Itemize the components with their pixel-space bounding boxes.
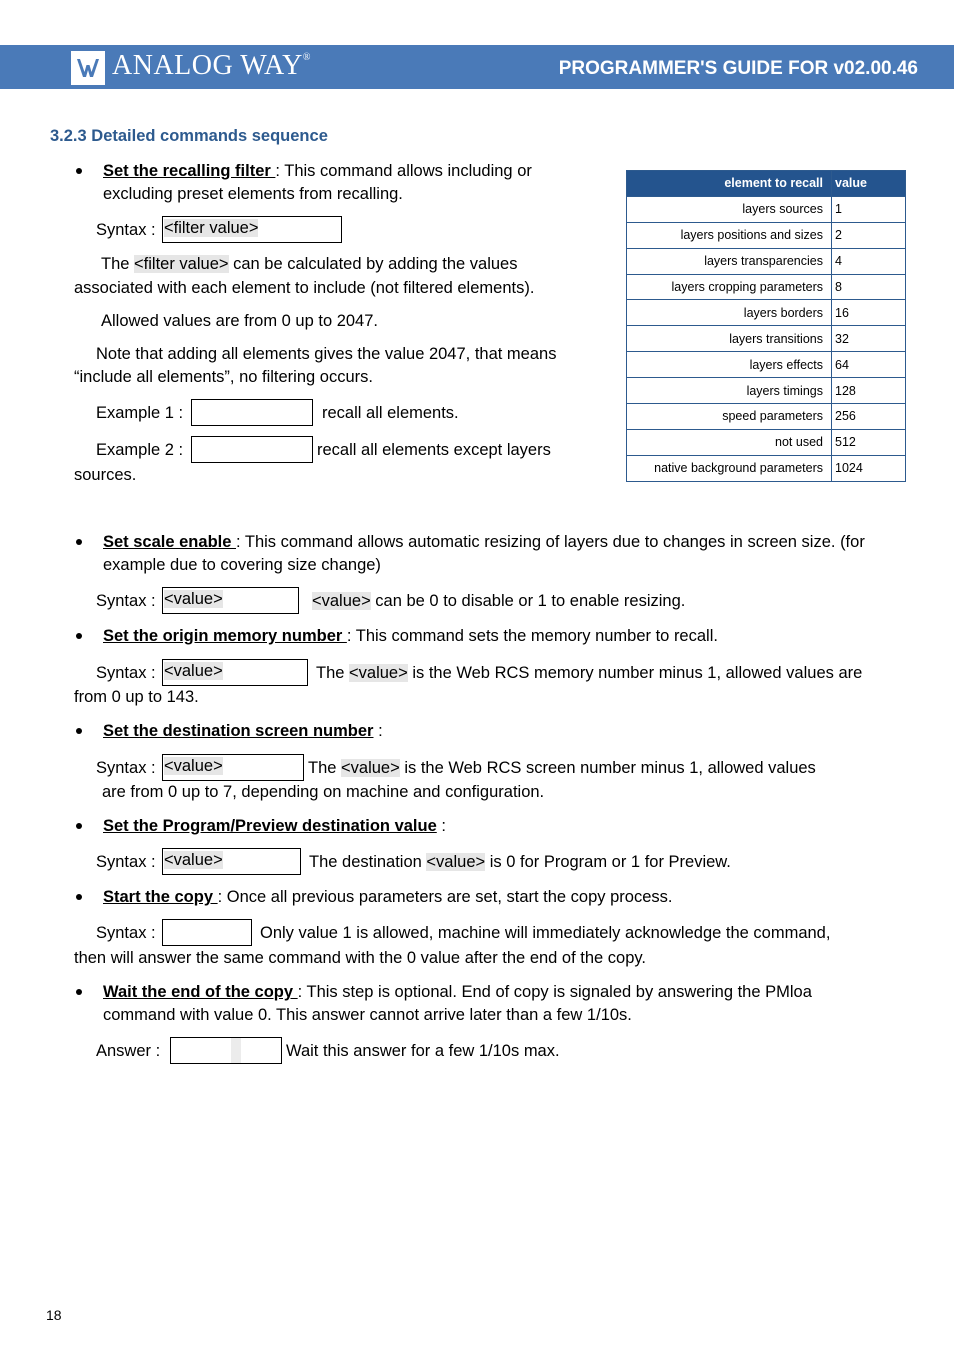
bullet-icon xyxy=(76,894,82,900)
document-title: PROGRAMMER'S GUIDE FOR v02.00.46 xyxy=(558,58,918,79)
table-row xyxy=(627,300,906,326)
table-cell: layers cropping parameters xyxy=(627,274,832,300)
filter-syntax-box: <filter value> xyxy=(162,216,342,243)
column-header: element to recall xyxy=(627,171,832,197)
table-cell: 128 xyxy=(832,378,906,404)
table-cell: layers transitions xyxy=(627,326,832,352)
table-cell: 16 xyxy=(832,300,906,326)
answer-label: Answer : xyxy=(96,1042,161,1060)
program-preview-line: Set the Program/Preview destination value : xyxy=(103,817,446,835)
example2-box xyxy=(191,436,313,463)
destination-screen-line: Set the destination screen number : xyxy=(103,722,383,740)
start-copy-syntax-box xyxy=(162,919,252,946)
start-copy-note-line2: then will answer the same command with the 0 value after the end of the copy. xyxy=(74,949,647,967)
table-cell: layers effects xyxy=(627,352,832,378)
syntax-label: Syntax : xyxy=(96,664,156,682)
table-row xyxy=(627,455,906,481)
command-name: Start the copy xyxy=(103,888,218,906)
analog-way-logo-icon xyxy=(71,51,105,85)
syntax-label: Syntax : xyxy=(96,924,156,942)
example2-text: recall all elements except layers xyxy=(317,441,551,459)
table-header-row xyxy=(627,171,906,197)
scale-enable-line1: Set scale enable : This command allows automatic resizing of layers due to changes in screen size. (for xyxy=(103,533,865,551)
allowed-values: Allowed values are from 0 up to 2047. xyxy=(101,312,378,330)
bullet-icon xyxy=(76,728,82,734)
recall-elements-table xyxy=(626,170,906,482)
table-cell: 2 xyxy=(832,222,906,248)
table-row xyxy=(627,196,906,222)
table-cell: layers borders xyxy=(627,300,832,326)
table-row xyxy=(627,274,906,300)
scale-enable-line2: example due to covering size change) xyxy=(103,556,381,574)
table-row xyxy=(627,378,906,404)
table-cell: not used xyxy=(627,429,832,455)
start-copy-note-line1: Only value 1 is allowed, machine will immediately acknowledge the command, xyxy=(260,924,831,942)
command-name: Set the Program/Preview destination value xyxy=(103,817,437,835)
destination-syntax-box: <value> xyxy=(162,754,304,781)
origin-syntax-box: <value> xyxy=(162,659,308,686)
destination-note-line2: are from 0 up to 7, depending on machine and configuration. xyxy=(102,783,545,801)
table-row xyxy=(627,326,906,352)
command-name: Set the recalling filter xyxy=(103,162,276,180)
answer-highlight-mark xyxy=(231,1038,241,1063)
table-cell: layers timings xyxy=(627,378,832,404)
origin-note-line2: from 0 up to 143. xyxy=(74,688,199,706)
page-number: 18 xyxy=(46,1307,62,1323)
table-cell: 256 xyxy=(832,404,906,430)
syntax-label: Syntax : xyxy=(96,853,156,871)
program-preview-syntax-box: <value> xyxy=(162,848,301,875)
column-header: value xyxy=(832,171,906,197)
brand-logo-text: ANALOG WAY® xyxy=(112,50,312,81)
command-name: Wait the end of the copy xyxy=(103,983,298,1001)
recalling-filter-line2: excluding preset elements from recalling. xyxy=(103,185,403,203)
example2-label: Example 2 : xyxy=(96,441,184,459)
table-row xyxy=(627,248,906,274)
wait-copy-line1: Wait the end of the copy : This step is optional. End of copy is signaled by answering the PMloa xyxy=(103,983,812,1001)
table-row xyxy=(627,429,906,455)
recalling-filter-line1: Set the recalling filter : This command allows including or xyxy=(103,162,532,180)
calc-line1: The <filter value> can be calculated by adding the values xyxy=(101,255,518,273)
note-line2: “include all elements”, no filtering occurs. xyxy=(74,368,373,386)
command-name: Set scale enable xyxy=(103,533,236,551)
example1-text: recall all elements. xyxy=(322,404,459,422)
syntax-label: Syntax : xyxy=(96,759,156,777)
bullet-icon xyxy=(76,539,82,545)
table-cell: layers transparencies xyxy=(627,248,832,274)
table-cell: speed parameters xyxy=(627,404,832,430)
example2-text-cont: sources. xyxy=(74,466,137,484)
table-cell: 512 xyxy=(832,429,906,455)
table-cell: 8 xyxy=(832,274,906,300)
table-cell: 1024 xyxy=(832,455,906,481)
example1-label: Example 1 : xyxy=(96,404,184,422)
destination-note-line1: The <value> is the Web RCS screen number minus 1, allowed values xyxy=(308,759,816,777)
program-preview-note: The destination <value> is 0 for Program or 1 for Preview. xyxy=(309,853,731,871)
table-row xyxy=(627,404,906,430)
command-name: Set the origin memory number xyxy=(103,627,347,645)
bullet-icon xyxy=(76,168,82,174)
section-title: 3.2.3 Detailed commands sequence xyxy=(50,127,328,145)
scale-syntax-box: <value> xyxy=(162,587,299,614)
note-line1: Note that adding all elements gives the value 2047, that means xyxy=(96,345,557,363)
table-row xyxy=(627,352,906,378)
calc-line2: associated with each element to include (not filtered elements). xyxy=(74,279,535,297)
bullet-icon xyxy=(76,989,82,995)
page-header xyxy=(0,45,954,89)
syntax-label: Syntax : xyxy=(96,592,156,610)
origin-memory-line: Set the origin memory number : This command sets the memory number to recall. xyxy=(103,627,718,645)
scale-note: <value> can be 0 to disable or 1 to enable resizing. xyxy=(312,592,686,610)
example1-box xyxy=(191,399,313,426)
table-cell: 1 xyxy=(832,196,906,222)
table-cell: 4 xyxy=(832,248,906,274)
syntax-label: Syntax : xyxy=(96,221,156,239)
answer-note: Wait this answer for a few 1/10s max. xyxy=(286,1042,560,1060)
start-copy-line: Start the copy : Once all previous parameters are set, start the copy process. xyxy=(103,888,673,906)
table-cell: layers positions and sizes xyxy=(627,222,832,248)
table-cell: 64 xyxy=(832,352,906,378)
table-cell: 32 xyxy=(832,326,906,352)
wait-copy-line2: command with value 0. This answer cannot arrive later than a few 1/10s. xyxy=(103,1006,632,1024)
bullet-icon xyxy=(76,823,82,829)
origin-note-line1: The <value> is the Web RCS memory number minus 1, allowed values are xyxy=(316,664,863,682)
table-cell: layers sources xyxy=(627,196,832,222)
command-name: Set the destination screen number xyxy=(103,722,374,740)
answer-box xyxy=(170,1037,282,1064)
table-row xyxy=(627,222,906,248)
table-cell: native background parameters xyxy=(627,455,832,481)
bullet-icon xyxy=(76,633,82,639)
